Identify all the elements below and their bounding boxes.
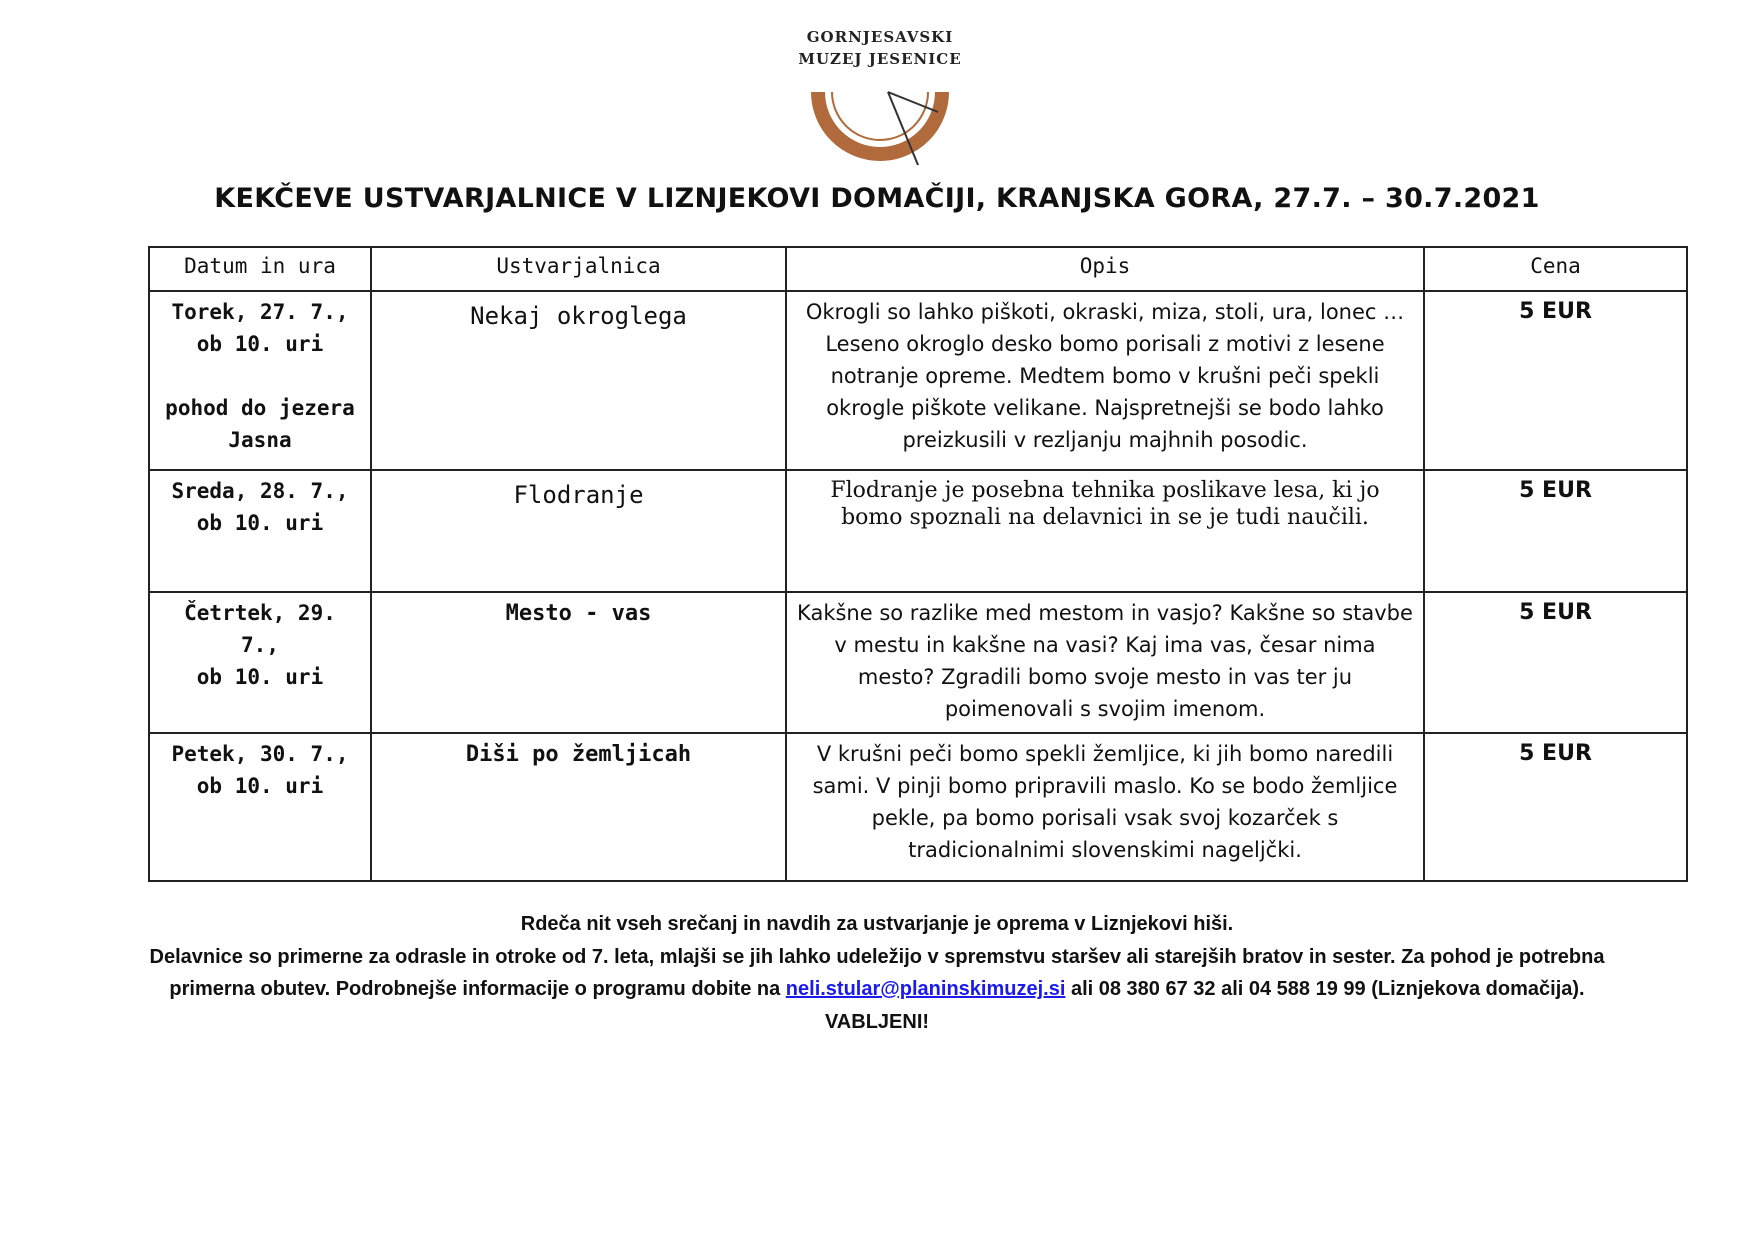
table-row	[149, 470, 1687, 592]
workshop-name: Mesto - vas	[371, 592, 786, 733]
logo-text-line2: MUZEJ JESENICE	[798, 50, 962, 68]
date-cell	[149, 733, 371, 881]
date-cell	[149, 592, 371, 733]
hike-note-line: pohod do jezera	[165, 396, 355, 420]
date-line: Petek, 30. 7.,	[171, 742, 349, 766]
logo-text-line1: GORNJESAVSKI	[806, 28, 954, 46]
footer-notes	[0, 908, 1754, 1038]
workshop-description: Flodranje je posebna tehnika poslikave lesa, ki jo bomo spoznali na delavnici in se je tudi naučili.	[786, 470, 1424, 592]
footer-line-2: Delavnice so primerne za odrasle in otroke od 7. leta, mlajši se jih lahko udeležijo v spremstvu staršev ali starejših bratov in sester. Za pohod je potrebna	[149, 945, 1605, 968]
header-date: Datum in ura	[149, 247, 371, 291]
workshop-name: Flodranje	[371, 470, 786, 592]
time-line: ob 10. uri	[196, 665, 324, 689]
time-line: ob 10. uri	[196, 511, 324, 535]
time-line: ob 10. uri	[196, 774, 324, 798]
footer-line-1: Rdeča nit vseh srečanj in navdih za ustvarjanje je oprema v Liznjekovi hiši.	[520, 913, 1234, 935]
table-header-row	[149, 247, 1687, 291]
date-cell	[149, 291, 371, 470]
workshop-price: 5 EUR	[1424, 291, 1687, 470]
time-line: ob 10. uri	[196, 332, 324, 356]
footer-info-text: primerna obutev. Podrobnejše informacije o programu dobite na	[169, 978, 781, 1000]
date-line: Četrtek, 29. 7.,	[184, 601, 336, 657]
schedule-table	[148, 246, 1688, 882]
date-line: Sreda, 28. 7.,	[171, 479, 349, 503]
date-line: Torek, 27. 7.,	[171, 300, 349, 324]
date-cell	[149, 470, 371, 592]
workshop-price: 5 EUR	[1424, 592, 1687, 733]
table-row	[149, 733, 1687, 881]
header-description: Opis	[786, 247, 1424, 291]
workshop-name: Nekaj okroglega	[371, 291, 786, 470]
header-price: Cena	[1424, 247, 1687, 291]
workshop-name: Diši po žemljicah	[371, 733, 786, 881]
footer-line-3	[0, 973, 1754, 1006]
workshop-description: Okrogli so lahko piškoti, okraski, miza, stoli, ura, lonec … Leseno okroglo desko bomo porisali z motivi z lesene notranje opreme. Medtem bomo v krušni peči spekli okrogle piškote velikane. Najspretnejši se bodo lahko preizkusili v rezljanju majhnih posodic.	[786, 291, 1424, 470]
workshop-price: 5 EUR	[1424, 733, 1687, 881]
footer-closing: VABLJENI!	[824, 1010, 930, 1033]
table-row	[149, 592, 1687, 733]
workshop-description: V krušni peči bomo spekli žemljice, ki jih bomo naredili sami. V pinji bomo pripravili maslo. Ko se bodo žemljice pekle, pa bomo porisali vsak svoj kozarček s tradicionalnimi slovenskimi nageljčki.	[786, 733, 1424, 881]
sundial-icon	[810, 70, 950, 170]
workshop-price: 5 EUR	[1424, 470, 1687, 592]
header-workshop: Ustvarjalnica	[371, 247, 786, 291]
workshop-description: Kakšne so razlike med mestom in vasjo? Kakšne so stavbe v mestu in kakšne na vasi? Kaj ima vas, česar nima mesto? Zgradili bomo svoje mesto in vas ter ju poimenovali s svojim imenom.	[786, 592, 1424, 733]
footer-phone-text: ali 08 380 67 32 ali 04 588 19 99 (Liznjekova domačija).	[1070, 978, 1585, 1000]
table-row	[149, 291, 1687, 470]
hike-note-line: Jasna	[228, 428, 292, 452]
page-title: KEKČEVE USTVARJALNICE V LIZNJEKOVI DOMAČIJI, KRANJSKA GORA, 27.7. – 30.7.2021	[214, 183, 1540, 214]
email-link[interactable]: neli.stular@planinskimuzej.si	[785, 978, 1066, 1000]
museum-logo	[790, 20, 970, 160]
